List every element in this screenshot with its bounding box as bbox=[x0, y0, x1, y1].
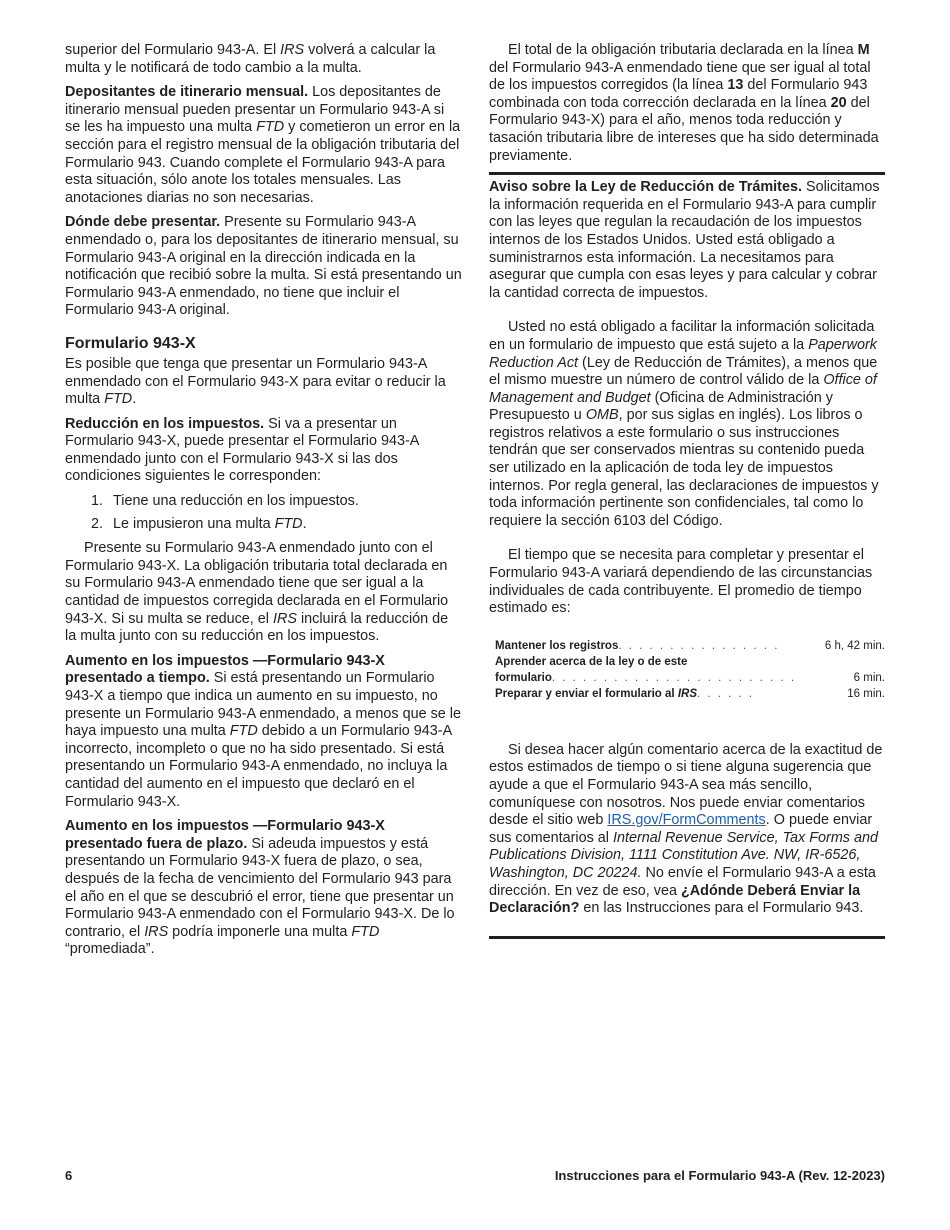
time-estimate-table bbox=[495, 638, 885, 702]
section-heading-form-943x: Formulario 943-X bbox=[65, 334, 196, 352]
paragraph-file-together: Presente su Formulario 943-A enmendado junto con el Formulario 943-X. La obligación tributaria total declarada en su Formulario 943-A enmendado tiene que ser igual a la cantidad de impuestos corregida declarada en el Formulario 943-X. Si su multa se reduce, el IRS incluirá la reducción de la multa junto con su reducción en los impuestos. bbox=[65, 540, 449, 645]
table-row: Mantener los registros. . . . . . . . . . . . . . . . 6 h, 42 min. bbox=[495, 639, 885, 652]
paragraph-paperwork-notice: Aviso sobre la Ley de Reducción de Trámites. Solicitamos la información requerida en el Formulario 943-A para cumplir con las leyes que regulan la recaudación de los impuestos internos de los Estados Unidos. Usted está obligado a suministrarnos esta información. La necesitamos para asegurar que cumpla con esas leyes y para calcular y cobrar la cantidad correcta de impuestos. bbox=[489, 179, 880, 301]
paragraph-tax-reduction: Reducción en los impuestos. Si va a presentar un Formulario 943-X, puede presentar el Formulario 943-A enmendado junto con el Formulario 943-X si las dos condiciones siguientes le corresponden: bbox=[65, 415, 419, 485]
conditions-list bbox=[65, 493, 463, 533]
list-item: 1. Tiene una reducción en los impuestos. bbox=[107, 493, 463, 511]
right-column bbox=[489, 42, 885, 939]
list-item: 2. Le impusieron una multa FTD. bbox=[107, 516, 463, 534]
table-row: Preparar y enviar el formulario al IRS. . . . . . 16 min. bbox=[495, 687, 885, 700]
paperwork-section bbox=[489, 172, 885, 918]
paragraph-increase-timely: Aumento en los impuestos —Formulario 943-X presentado a tiempo. Si está presentando un Formulario 943-X a tiempo que indica un aumento en su impuesto, no presente un Formulario 943-A enmendado, a menos que se le haya impuesto una multa FTD debido a un Formulario 943-A incorrecto, incompleto o que no ha sido presentado. Si está presentando un Formulario 943-A enmendado, no incluya la cantidad del aumento en el impuesto que declaró en el Formulario 943-X. bbox=[65, 652, 461, 810]
paragraph-where-to-file: Dónde debe presentar. Presente su Formulario 943-A enmendado o, para los depositantes de itinerario mensual, su Formulario 943-A original en la dirección indicada en la notificación que recibió sobre la multa. Si está presentando un Formulario 943-A enmendado, no tiene que incluir el Formulario 943-A original. bbox=[65, 214, 462, 319]
time-value: 6 h, 42 min. bbox=[824, 639, 885, 652]
table-row: Aprender acerca de la ley o de este formulario. . . . . . . . . . . . . . . . . . . . . . . . 6 min. bbox=[495, 655, 885, 684]
paragraph-increase-late: Aumento en los impuestos —Formulario 943-X presentado fuera de plazo. Si adeuda impuestos y está presentando un Formulario 943-X fuera de plazo, o sea, después de la fecha de vencimiento del Formulario 943 para el año en el que se descubrió el error, tiene que presentar un Formulario 943-A enmendado con el Formulario 943-X. De lo contrario, el IRS podría imponerle una multa FTD “promediada”. bbox=[65, 818, 455, 958]
paragraph-comments: Si desea hacer algún comentario acerca de la exactitud de estos estimados de tiempo o si tiene alguna sugerencia que ayude a que el Formulario 943-A sea más sencillo, comuníquese con nosotros. Nos puede enviar comentarios desde el sitio web IRS.gov/FormComments. O puede enviar sus comentarios al Internal Revenue Service, Tax Forms and Publications Division, 1111 Constitution Ave. NW, IR-6526, Washington, DC 20224. No envíe el Formulario 943-A a esta dirección. En vez de eso, vea ¿Adónde Deberá Enviar la Declaración? en las Instrucciones para el Formulario 943. bbox=[489, 741, 883, 917]
section-divider bbox=[489, 936, 885, 939]
paragraph-time-estimate: El tiempo que se necesita para completar y presentar el Formulario 943-A variará dependiendo de las circunstancias individuales de cada contribuyente. El promedio de tiempo estimado es: bbox=[489, 547, 873, 617]
page-number: 6 bbox=[65, 1168, 73, 1183]
time-value: 16 min. bbox=[847, 687, 885, 700]
left-column bbox=[65, 42, 463, 966]
paragraph-penalty-recalc: superior del Formulario 943-A. El IRS volverá a calcular la multa y le notificará de todo cambio a la multa. bbox=[65, 42, 436, 76]
time-value: 6 min. bbox=[853, 671, 885, 684]
paragraph-total-liability: El total de la obligación tributaria declarada en la línea M del Formulario 943-A enmendado tiene que ser igual al total de los impuestos corregidos (la línea 13 del Formulario 943 combinada con toda corrección declarada en la línea 20 del Formulario 943-X) para el año, menos toda reducción y tasación tributaria libre de intereses que ha sido determinada previamente. bbox=[489, 42, 879, 164]
footer-title: Instrucciones para el Formulario 943-A (Rev. 12-2023) bbox=[554, 1168, 885, 1183]
paragraph-monthly-depositors: Depositantes de itinerario mensual. Los depositantes de itinerario mensual pueden presentar un Formulario 943-A si se les ha impuesto una multa FTD y cometieron un error en la sección para el registro mensual de la obligación tributaria del Formulario 943. Cuando complete el Formulario 943-A para esta situación, sólo anote los totales mensuales. Las anotaciones diarias no son necesarias. bbox=[65, 84, 461, 206]
form-comments-link[interactable]: IRS.gov/FormComments bbox=[607, 812, 766, 829]
paragraph-omb-control: Usted no está obligado a facilitar la información solicitada en un formulario de impuesto que está sujeto a la Paperwork Reduction Act (Ley de Reducción de Trámites), a menos que el mismo muestre un número de control válido de la Office of Management and Budget (Oficina de Administración y Presupuesto u OMB, por sus siglas en inglés). Los libros o registros relativos a este formulario o sus instrucciones tendrán que ser conservados mientras su contenido pueda ser utilizado en la aplicación de toda ley de impuestos internos. Por regla general, las declaraciones de impuestos y toda información pertinente son confidenciales, tal como lo requiere la sección 6103 del Código. bbox=[489, 319, 879, 529]
paragraph-943x-intro: Es posible que tenga que presentar un Formulario 943-A enmendado con el Formulario 943-X para evitar o reducir la multa FTD. bbox=[65, 355, 446, 408]
